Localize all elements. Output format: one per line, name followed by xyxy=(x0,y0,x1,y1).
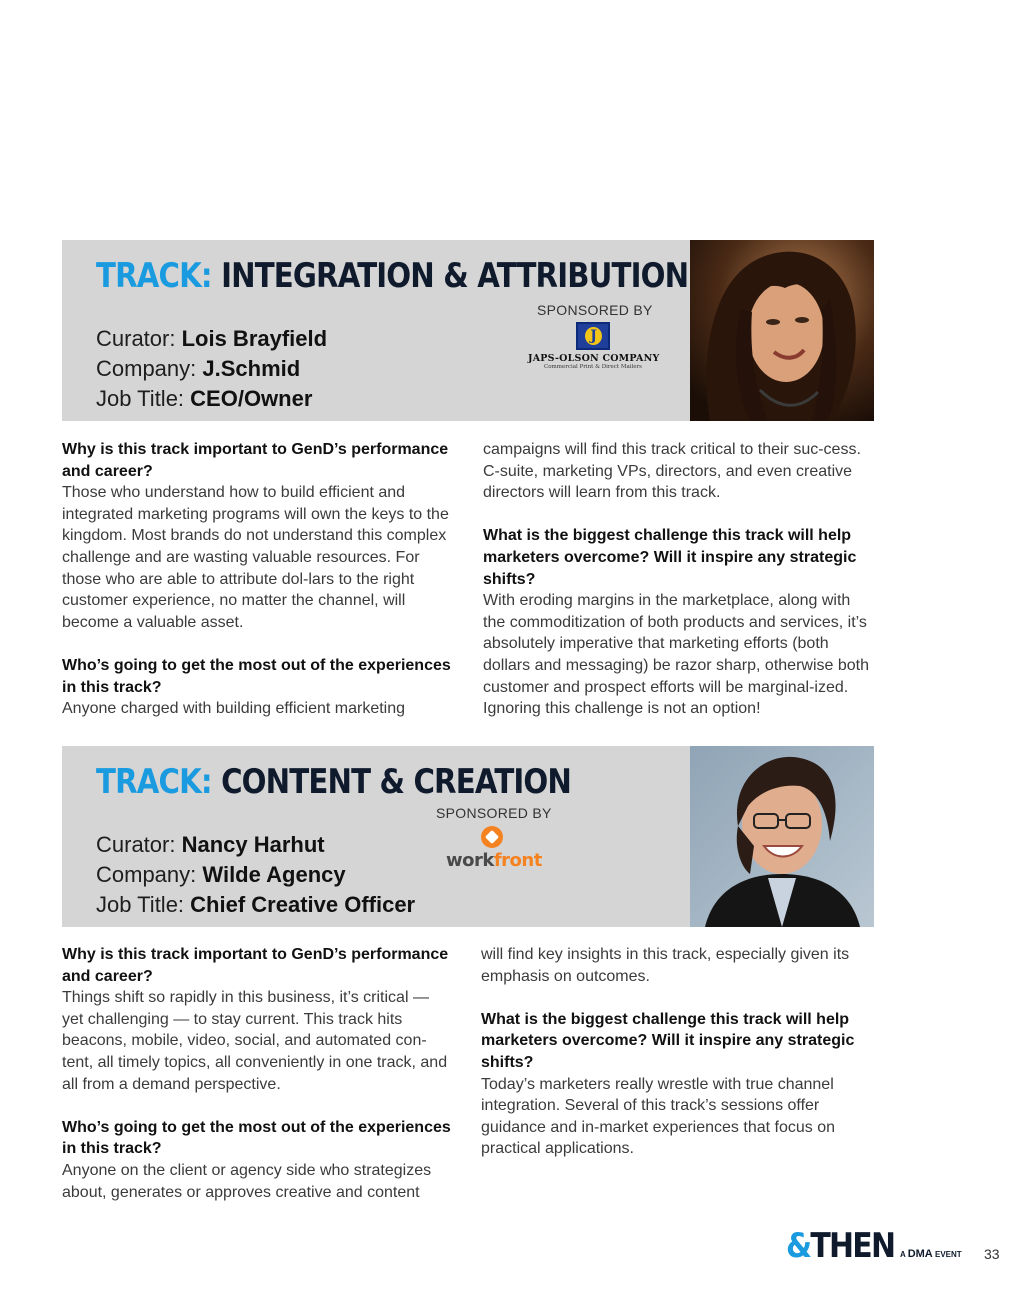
track-name: CONTENT & CREATION xyxy=(221,762,572,802)
japs-olson-mark-letter: J xyxy=(585,327,602,345)
japs-olson-logo xyxy=(528,322,658,374)
track-keyword: TRACK: xyxy=(96,762,212,802)
answer-importance: Things shift so rapidly in this business, it’s critical — yet challenging — to stay current. This track hits beacons, mobile, video, social, and automated con-tent, all timely topics, all conveniently in one track, and all from a demand perspective. xyxy=(62,989,448,1093)
company-name: Wilde Agency xyxy=(202,862,346,887)
curator-label: Curator: xyxy=(96,832,182,857)
track2-left-column xyxy=(62,944,454,1203)
answer-importance: Those who understand how to build efficient and integrated marketing programs will own the keys to the kingdom. Most brands do not understand this complex challenge and are wasting valuable resources. For those who are able to attribute dol-lars to the right customer experience, no matter the channel, will become a valuable asset. xyxy=(62,484,449,631)
sponsored-by-label: SPONSORED BY xyxy=(436,805,552,821)
company-label: Company: xyxy=(96,862,203,887)
workfront-logo xyxy=(446,826,542,871)
answer-audience-start: Anyone on the client or agency side who strategizes about, generates or approves creative and content xyxy=(62,1161,432,1201)
answer-audience-cont: will find key insights in this track, especially given its emphasis on outcomes. xyxy=(481,946,850,985)
answer-challenge: Today’s marketers really wrestle with true channel integration. Several of this track’s sessions offer guidance and in-market experiences that focus on practical applications. xyxy=(481,1075,835,1158)
track-title xyxy=(96,762,571,802)
curator-info xyxy=(96,324,327,414)
track-keyword: TRACK: xyxy=(96,256,212,296)
curator-photo xyxy=(690,746,874,927)
answer-audience-start: Anyone charged with building efficient marketing xyxy=(62,700,406,718)
workfront-word-a: work xyxy=(446,850,494,871)
sponsored-by-label: SPONSORED BY xyxy=(537,302,653,318)
logo-then: THEN xyxy=(810,1226,895,1266)
question-audience: Who’s going to get the most out of the experiences in this track? xyxy=(62,1118,451,1158)
dma-event-tag xyxy=(900,1248,962,1260)
company-name: J.Schmid xyxy=(202,356,301,381)
job-line xyxy=(96,890,415,920)
company-line xyxy=(96,354,327,384)
page-number: 33 xyxy=(984,1246,1000,1262)
question-importance: Why is this track important to GenD’s performance and career? xyxy=(62,441,449,480)
workfront-word-b: front xyxy=(493,850,542,871)
job-line xyxy=(96,384,327,414)
japs-olson-mark-icon xyxy=(576,322,610,350)
andthen-logo xyxy=(786,1226,894,1266)
curator-line xyxy=(96,830,415,860)
curator-name: Nancy Harhut xyxy=(181,832,325,857)
company-label: Company: xyxy=(96,356,203,381)
workfront-wordmark xyxy=(446,850,542,871)
company-line xyxy=(96,860,415,890)
curator-name: Lois Brayfield xyxy=(181,326,328,351)
logo-ampersand: & xyxy=(786,1226,811,1266)
question-audience: Who’s going to get the most out of the experiences in this track? xyxy=(62,656,451,696)
question-challenge: What is the biggest challenge this track will help marketers overcome? Will it inspire any strategic shifts? xyxy=(483,527,857,588)
job-label: Job Title: xyxy=(96,892,191,917)
track1-left-column xyxy=(62,439,454,720)
track-header-integration xyxy=(62,240,874,421)
track-name: INTEGRATION & ATTRIBUTION xyxy=(221,256,689,296)
japs-olson-subtitle: Commercial Print & Direct Mailers xyxy=(544,364,642,370)
curator-label: Curator: xyxy=(96,326,182,351)
track-header-content xyxy=(62,746,874,927)
japs-olson-name: JAPS-OLSON COMPANY xyxy=(528,353,660,364)
job-label: Job Title: xyxy=(96,386,191,411)
curator-info xyxy=(96,830,415,920)
answer-challenge: With eroding margins in the marketplace, along with the commoditization of both products and services, it’s absolutely imperative that marketing efforts (both dollars and messaging) be razor sharp, otherwise both customer and prospect efforts will be marginal-ized. Ignoring this challenge is not an option! xyxy=(483,592,869,718)
question-importance: Why is this track important to GenD’s performance and career? xyxy=(62,946,449,985)
workfront-mark-icon xyxy=(481,826,503,848)
track1-right-column xyxy=(483,439,875,720)
track2-right-column xyxy=(481,944,873,1160)
tag-a: A xyxy=(900,1250,908,1259)
answer-audience-cont: campaigns will find this track critical to their suc-cess. C-suite, marketing VPs, directors, and even creative directors will learn from this track. xyxy=(483,441,861,502)
track-title xyxy=(96,256,688,296)
tag-event: EVENT xyxy=(932,1250,962,1259)
curator-line xyxy=(96,324,327,354)
curator-photo xyxy=(690,240,874,421)
job-title: Chief Creative Officer xyxy=(190,892,416,917)
question-challenge: What is the biggest challenge this track will help marketers overcome? Will it inspire any strategic shifts? xyxy=(481,1010,855,1071)
tag-dma: DMA xyxy=(907,1248,933,1260)
job-title: CEO/Owner xyxy=(190,386,313,411)
